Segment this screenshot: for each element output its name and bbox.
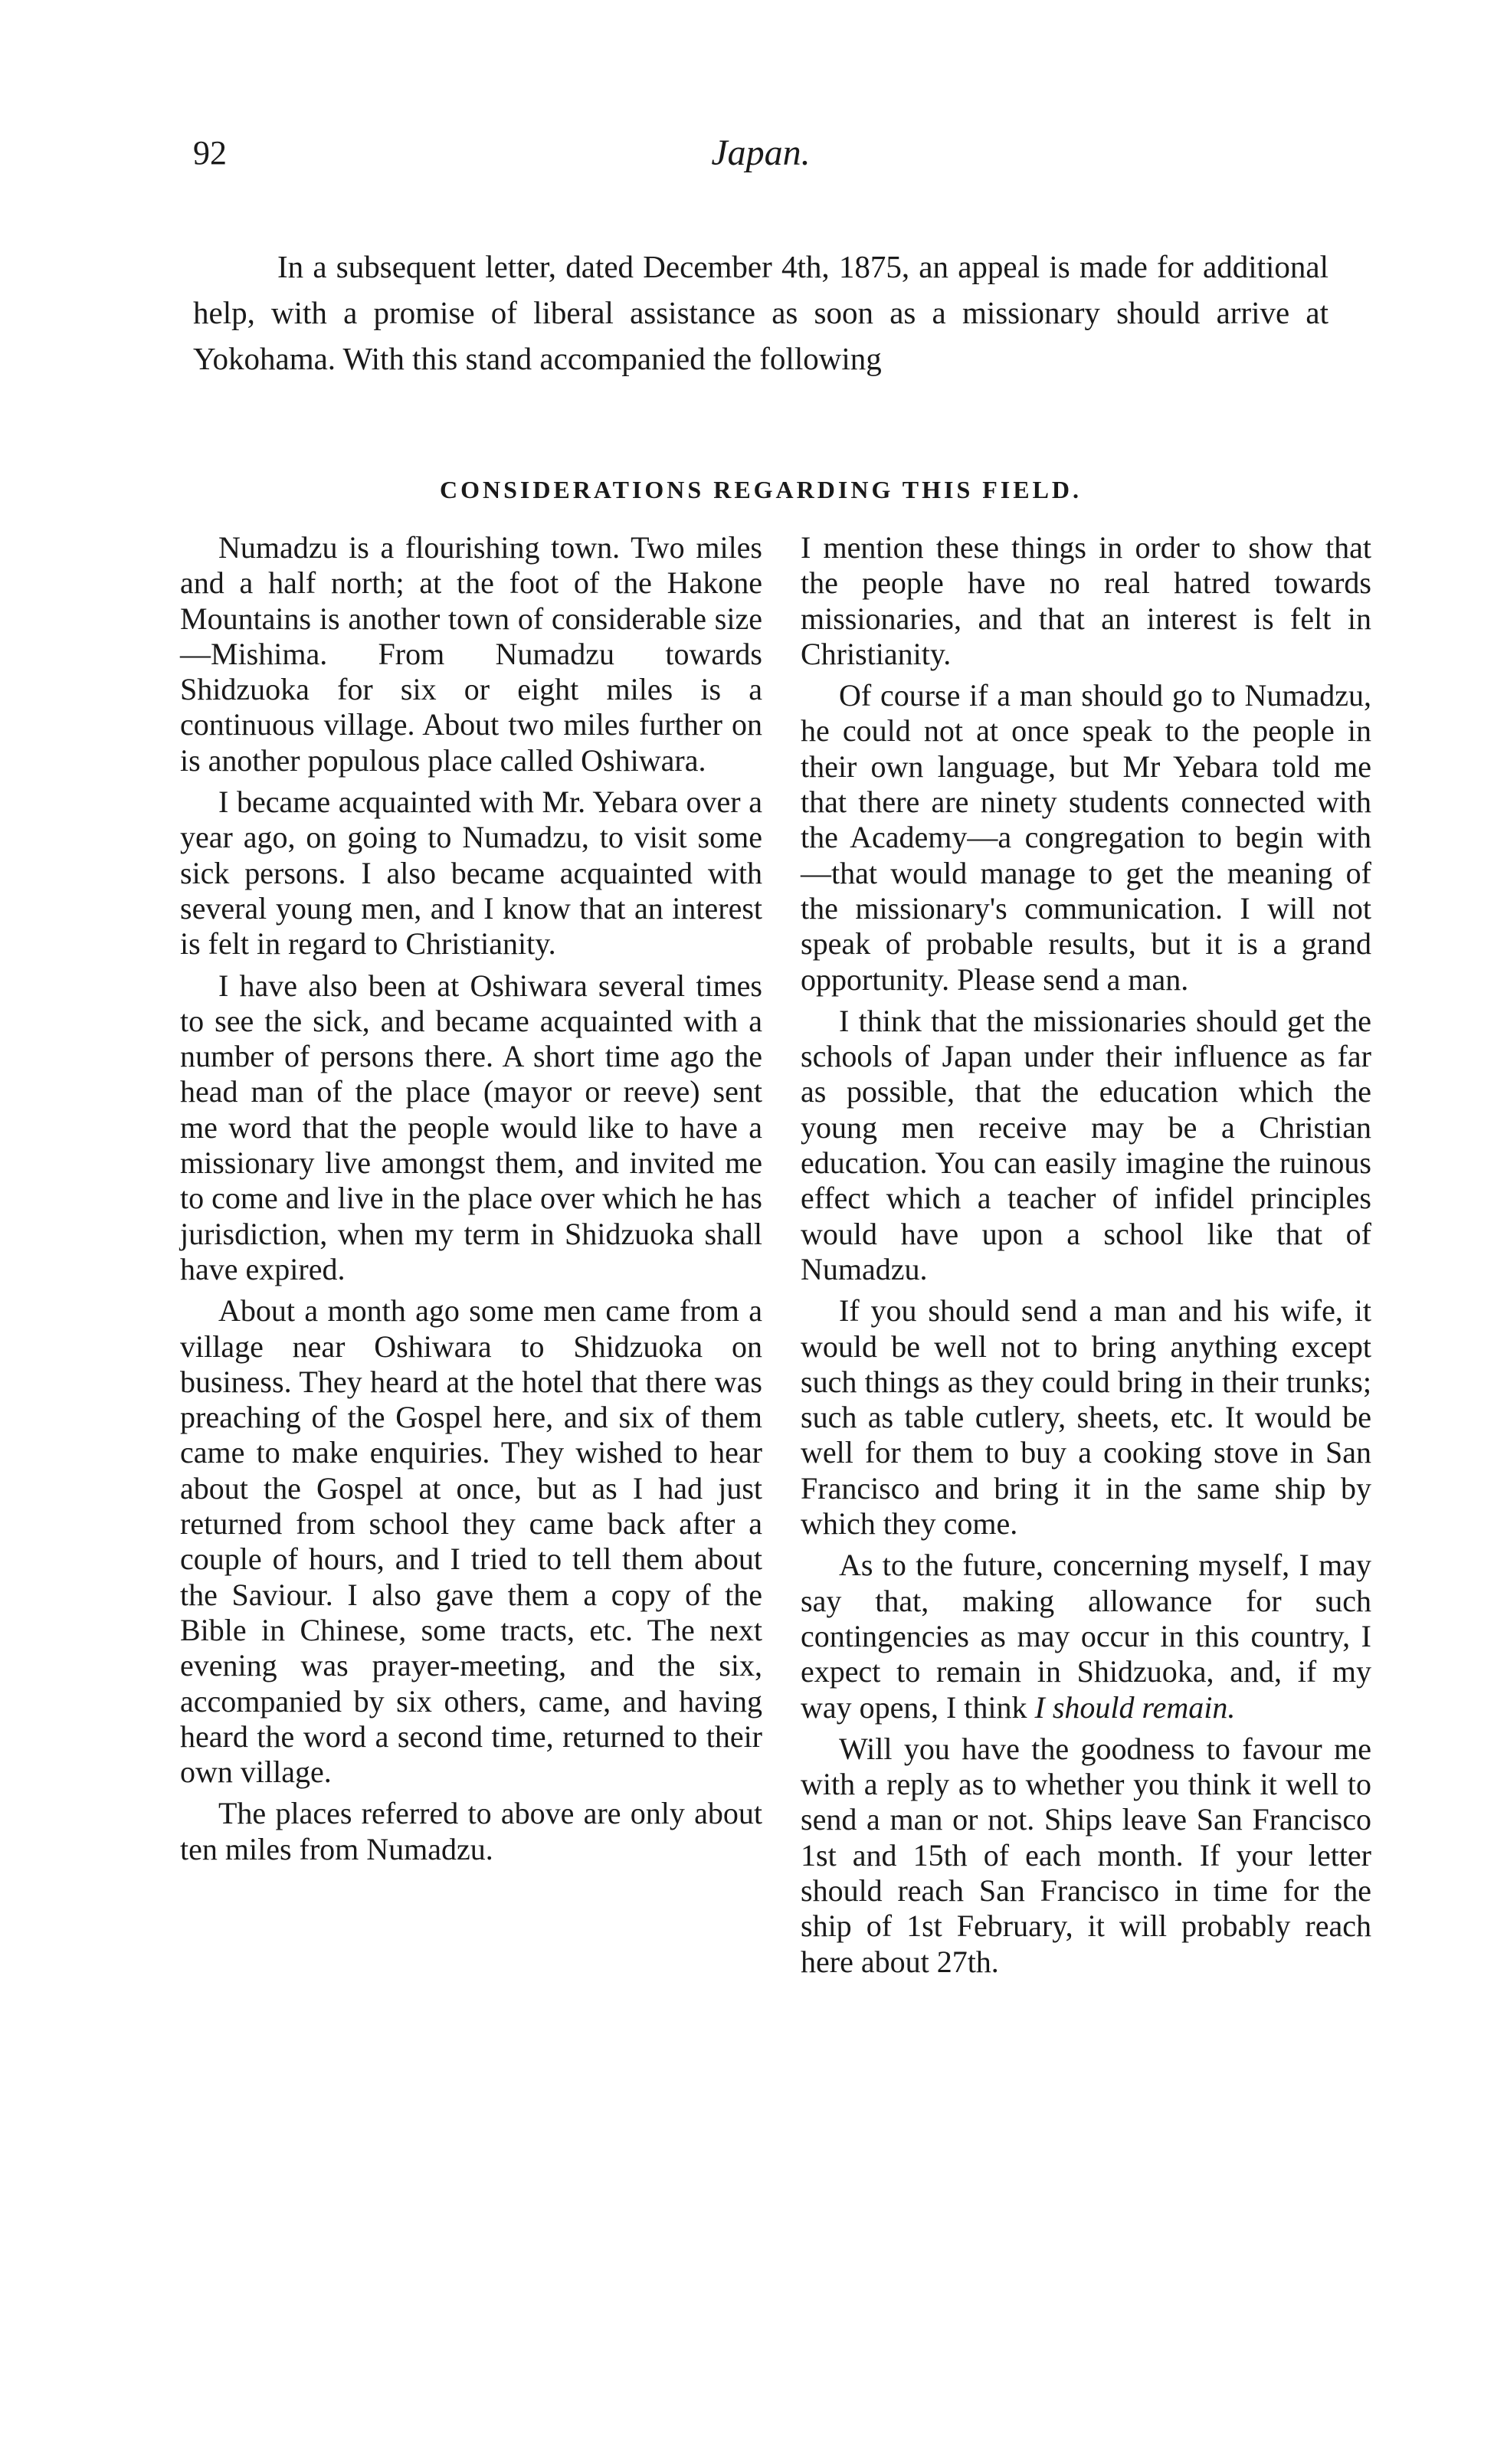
intro-paragraph: In a subsequent letter, dated December 4th, 1875, an appeal is made for additional help, with a promise of liberal assistance as soon as a missionary should arrive at Yokohama. With this stand accompanied the following: [193, 249, 1328, 376]
page-number: 92: [193, 134, 227, 172]
paragraph: The places referred to above are only about ten miles from Numadzu.: [180, 1796, 762, 1866]
paragraph: I became acquainted with Mr. Yebara over a year ago, on going to Numadzu, to visit some sick persons. I also became acquainted with several young men, and I know that an interest is felt in regard to Christianity.: [180, 785, 762, 962]
paragraph: About a month ago some men came from a village near Oshiwara to Shidzuoka on business. They heard at the hotel that there was preaching of the Gospel here, and six of them came to make enquiries. They wished to hear about the Gospel at once, but as I had just returned from school they came back after a couple of hours, and I tried to tell them about the Saviour. I also gave them a copy of the Bible in Chinese, some tracts, etc. The next evening was prayer-meeting, and the six, accompanied by six others, came, and having heard the word a second time, returned to their own village.: [180, 1293, 762, 1790]
closing-paragraph: Will you have the goodness to favour me with a reply as to whether you think it well to send a man or not. Ships leave San Francisco 1st and 15th of each month. If your letter should reach San Francisco in time for the ship of 1st February, it will probably reach here about 27th.: [801, 1731, 1371, 1979]
left-column: [180, 530, 762, 1873]
future-paragraph-text: As to the future, concerning myself, I may say that, making allowance for such contingencies as may occur in this country, I expect to remain in Shidzuoka, and, if my way opens, I think: [801, 1548, 1371, 1725]
section-heading: CONSIDERATIONS REGARDING THIS FIELD.: [439, 476, 1083, 503]
right-column: [801, 530, 1371, 1986]
future-paragraph: [801, 1548, 1371, 1725]
continuation-paragraph: I mention these things in order to show that the people have no real hatred towards missionaries, and that an interest is felt in Christianity.: [801, 530, 1371, 671]
future-paragraph-italic: I should remain.: [1034, 1689, 1236, 1725]
paragraph: Numadzu is a flourishing town. Two miles and a half north; at the foot of the Hakone Mountains is another town of considerable size—Mishima. From Numadzu towards Shidzuoka for six or eight miles is a continuous village. About two miles further on is another populous place called Oshiwara.: [180, 530, 762, 778]
paragraph: Of course if a man should go to Numadzu, he could not at once speak to the people in their own language, but Mr Yebara told me that there are ninety students connected with the Academy—a congregation to begin with—that would manage to get the meaning of the missionary's communication. I will not speak of probable results, but it is a grand opportunity. Please send a man.: [801, 678, 1371, 997]
paragraph: If you should send a man and his wife, it would be well not to bring anything except such things as they could bring in their trunks; such as table cutlery, sheets, etc. It would be well for them to buy a cooking stove in San Francisco and bring it in the same ship by which they come.: [801, 1293, 1371, 1542]
paragraph: I think that the missionaries should get the schools of Japan under their influence as far as possible, that the education which the young men receive may be a Christian education. You can easily imagine the ruinous effect which a teacher of infidel principles would have upon a school like that of Numadzu.: [801, 1003, 1371, 1286]
running-head: [193, 130, 1328, 192]
running-title: Japan.: [711, 133, 811, 173]
paragraph: I have also been at Oshiwara several times to see the sick, and became acquainted with a number of persons there. A short time ago the head man of the place (mayor or reeve) sent me word that the people would like to have a missionary live amongst them, and invited me to come and live in the place over which he has jurisdiction, when my term in Shidzuoka shall have expired.: [180, 968, 762, 1286]
